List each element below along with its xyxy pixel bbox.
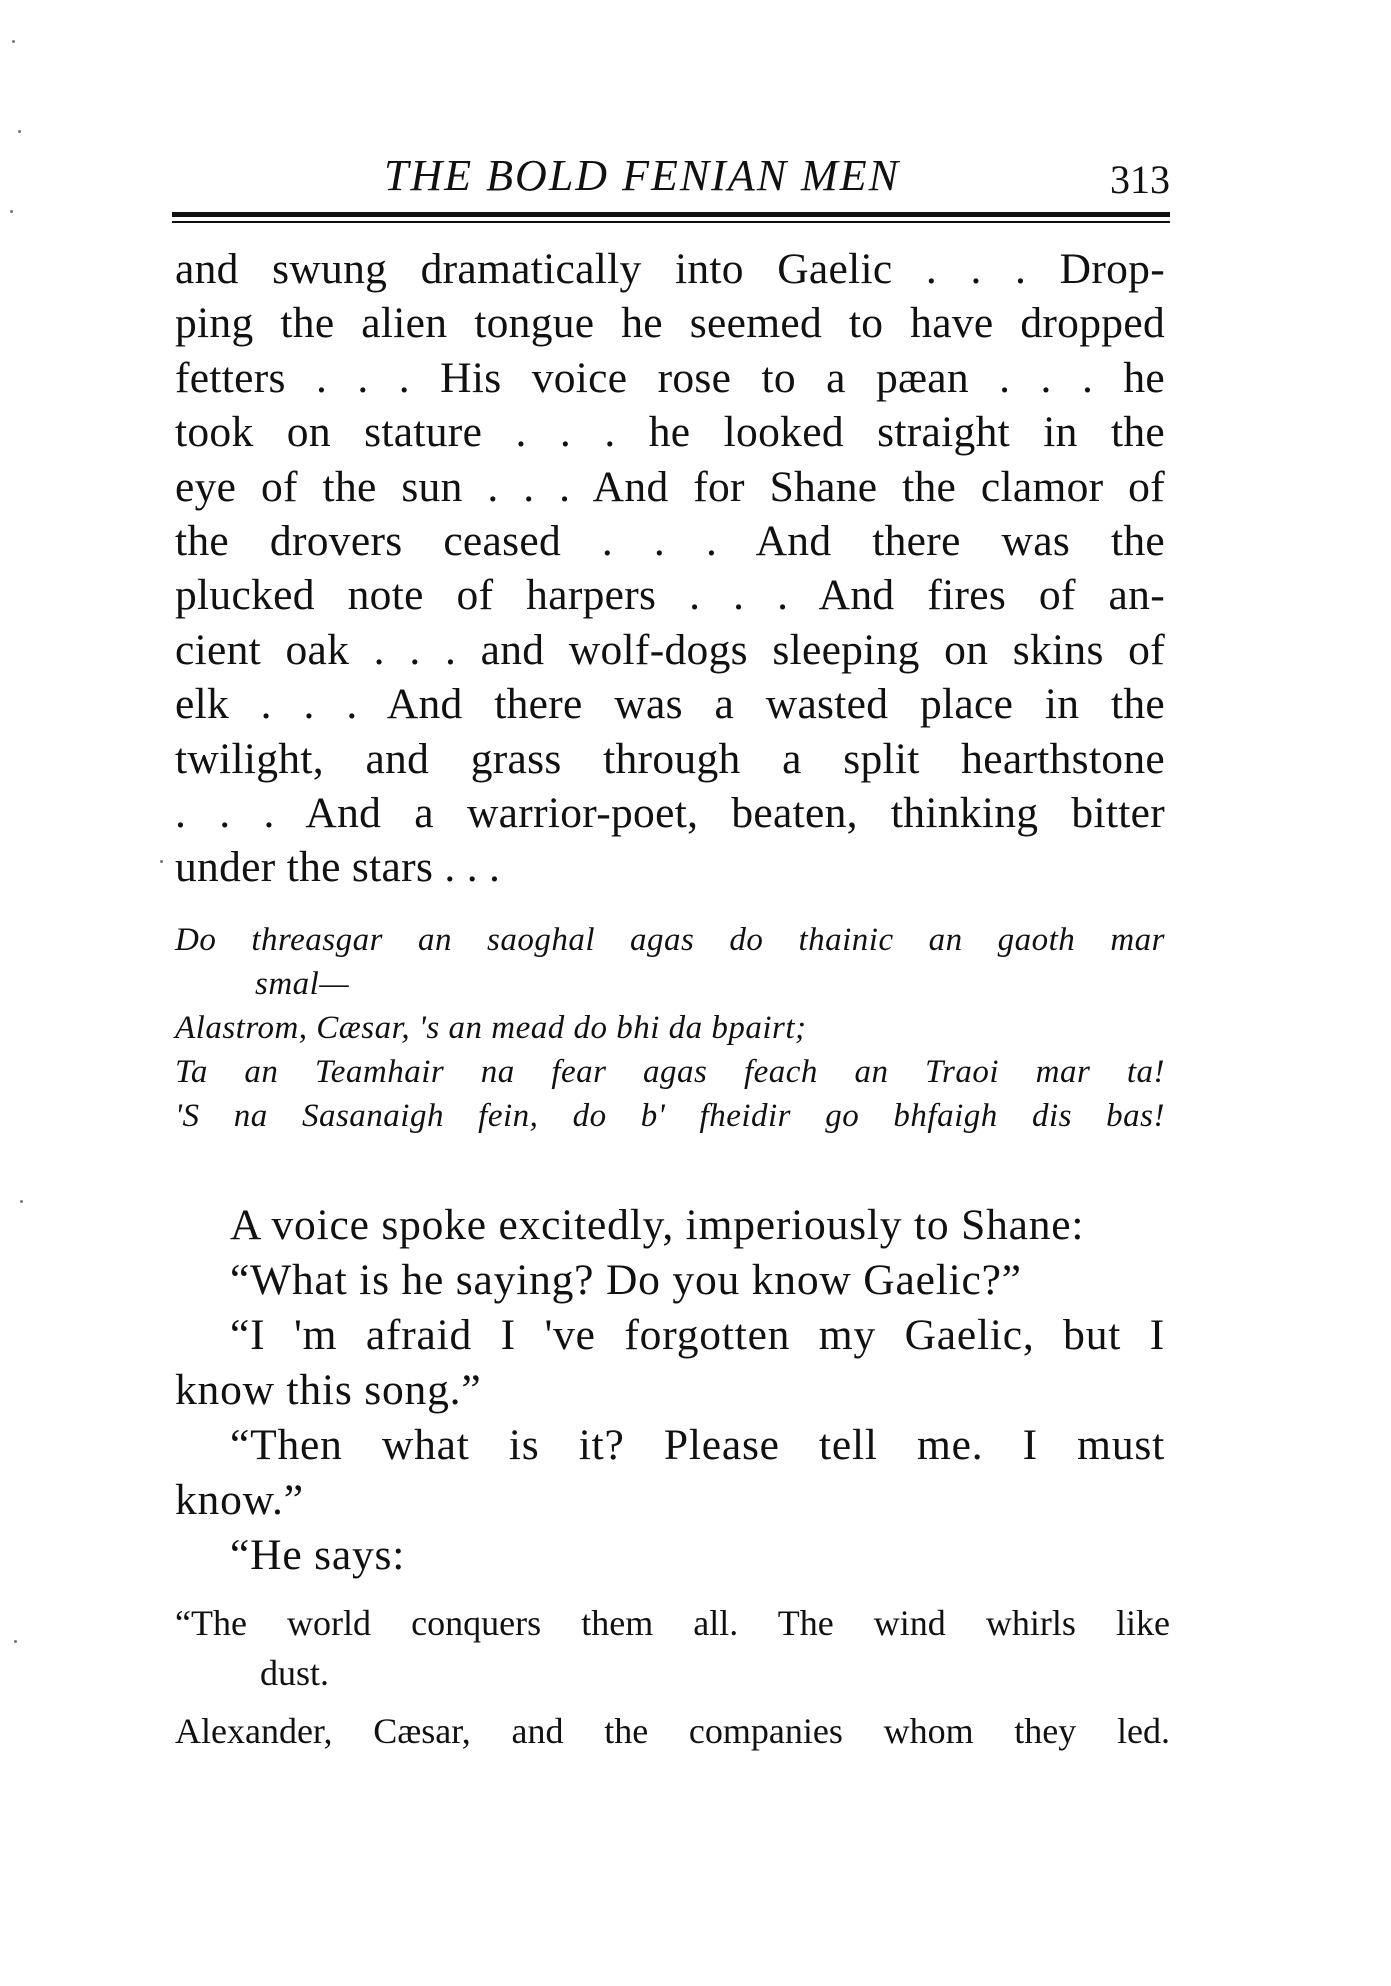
- prose-line: elk . . . And there was a wasted place in the: [175, 680, 1165, 729]
- prose-line: fetters . . . His voice rose to a pæan . . . he: [175, 353, 1165, 402]
- dialogue-line: know.”: [175, 1476, 304, 1524]
- scan-speck: [12, 40, 15, 43]
- scan-speck: [160, 860, 163, 863]
- verse-line: 'S na Sasanaigh fein, do b' fheidir go bhfaigh dis bas!: [175, 1098, 1165, 1134]
- verse-line: Alastrom, Cæsar, 's an mead do bhi da bpairt;: [175, 1010, 807, 1046]
- header-rule-thick: [172, 212, 1170, 217]
- prose-line: plucked note of harpers . . . And fires of an-: [175, 571, 1165, 620]
- translation-line: dust.: [260, 1653, 330, 1693]
- dialogue-line: A voice spoke excitedly, imperiously to Shane:: [230, 1201, 1085, 1249]
- english-translation: [175, 1598, 1170, 1756]
- scan-speck: [10, 210, 13, 213]
- prose-line: ping the alien tongue he seemed to have dropped: [175, 299, 1165, 348]
- page-header: [172, 148, 1170, 208]
- scan-speck: [14, 1640, 17, 1643]
- prose-line: . . . And a warrior-poet, beaten, thinking bitter: [175, 788, 1165, 837]
- prose-line: twilight, and grass through a split hearthstone: [175, 734, 1165, 783]
- dialogue-line: know this song.”: [175, 1366, 482, 1414]
- prose-line: the drovers ceased . . . And there was the: [175, 516, 1165, 565]
- running-title: THE BOLD FENIAN MEN: [384, 151, 900, 200]
- verse-line: Ta an Teamhair na fear agas feach an Traoi mar ta!: [175, 1054, 1165, 1090]
- verse-line: smal—: [255, 966, 350, 1002]
- prose-line: took on stature . . . he looked straight in the: [175, 408, 1165, 457]
- dialogue-line: “Then what is it? Please tell me. I must: [230, 1421, 1165, 1469]
- dialogue-line: “He says:: [230, 1531, 406, 1579]
- page-number: 313: [1110, 157, 1170, 202]
- scan-speck: [20, 1200, 23, 1203]
- translation-line: Alexander, Cæsar, and the companies whom they led.: [175, 1711, 1170, 1751]
- scan-speck: [18, 130, 21, 133]
- prose-line: cient oak . . . and wolf-dogs sleeping on skins of: [175, 625, 1165, 674]
- prose-line: eye of the sun . . . And for Shane the clamor of: [175, 462, 1165, 511]
- dialogue-block: [175, 1198, 1165, 1583]
- dialogue-line: “I 'm afraid I 've forgotten my Gaelic, but I: [230, 1311, 1165, 1359]
- prose-line: and swung dramatically into Gaelic . . . Drop-: [175, 245, 1165, 293]
- dialogue-line: “What is he saying? Do you know Gaelic?”: [230, 1256, 1022, 1304]
- header-rule-thin: [172, 221, 1170, 223]
- verse-line: Do threasgar an saoghal agas do thainic an gaoth mar: [175, 922, 1165, 958]
- prose-line: under the stars . . .: [175, 843, 501, 892]
- prose-paragraph: [175, 242, 1165, 895]
- gaelic-verse: [175, 918, 1165, 1138]
- translation-line: “The world conquers them all. The wind whirls like: [175, 1603, 1170, 1643]
